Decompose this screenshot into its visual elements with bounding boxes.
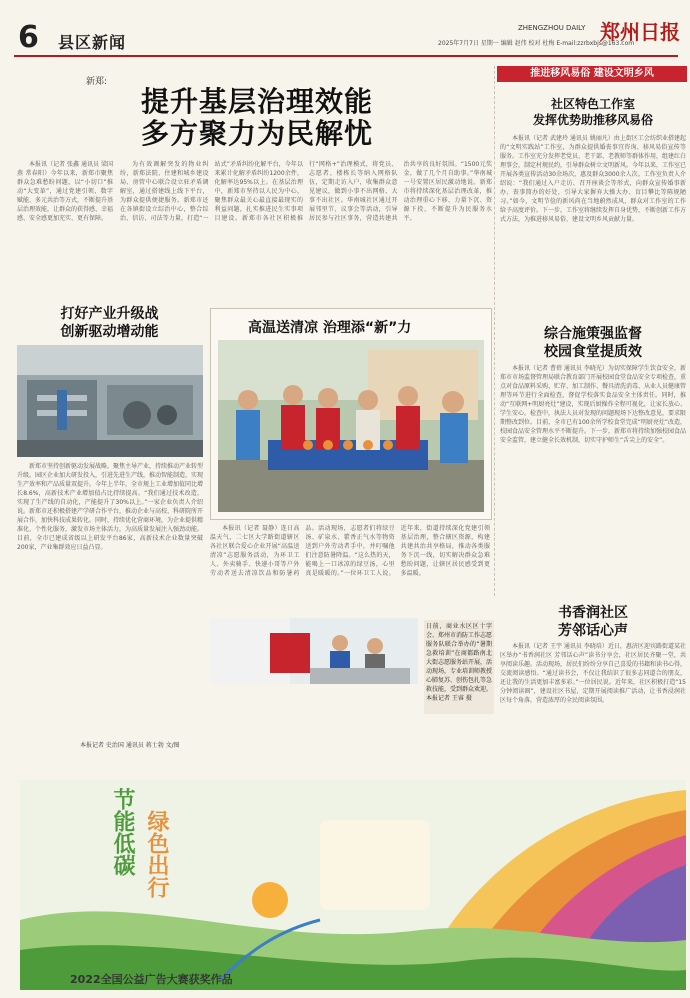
- right-top-body-text: 本报讯（记者 武建玲 通讯员 姚丽凡）由上街区工会纺织业搭建起的“文明实践站”工作室，为群众提供婚丧事宜咨询、移风易俗宣传等服务。工作室充分发挥老党员、老干部、老教师等群体作用，组建红白理事会，制定村规民约，引导群众树立文明新风。今年以来，工作室已开展各类宣传活动30余场次，惠及群众3000余人次。工作室负责人介绍说：“我们通过入户走访、召开座谈会等形式，向群众宣传婚事新办、丧事简办的好处，引导大家摒弃大操大办、盲目攀比等陈规陋习。”如今，文明节俭的新风尚在当地蔚然成风，群众对工作室的工作给予高度评价。下一步，工作室将继续发挥自身优势，不断创新工作方式方法，为推进移风易俗、建设文明乡风贡献力量。: [500, 135, 686, 223]
- training-photo: [210, 618, 418, 684]
- industry-body-text: 新郑市坚持创新驱动发展战略，聚焦主导产业，持续推动产业转型升级。园区企业加大研发投入，引进先进生产线，推动智能制造，实现生产效率和产品质量双提升。今年上半年，全市规上工业增加值同比增长8.6%，高新技术产业增加值占比持续提高。“我们通过技术改造，实现了生产线的自动化，产能提升了30%以上。”一家企业负责人介绍说。新郑市还积极搭建产学研合作平台，推动企业与高校、科研院所开展合作，加快科技成果转化。同时，持续优化营商环境，为企业提供精准化、个性化服务，激发市场主体活力，为高质量发展注入强劲动能。目前，全市已建成省级以上研发平台86家，高新技术企业数量突破200家，产业集群效应日益凸显。: [17, 463, 203, 551]
- school-title-line2: 校园食堂提质效: [544, 344, 642, 360]
- school-body: [500, 364, 686, 596]
- brand-logo: 郑州日报: [600, 20, 680, 44]
- hot-body-text: 本报讯（记者 聂静）连日高温天气，二七区大学路街道辖区各社区联合爱心企业开展“高温送清凉”志愿服务活动，为环卫工人、外卖骑手、快递小哥等户外劳动者送去清凉饮品和防暑药品。活动现场，志愿者们将绿豆汤、矿泉水、藿香正气水等物资送到户外劳动者手中，并叮嘱他们注意防暑降温。“这么热的天，能喝上一口冰凉的绿豆汤，心里真是暖暖的。”一位环卫工人说。近年来，街道持续深化党建引领基层治理，整合辖区资源，构建共建共治共享格局，推动各类服务下沉一线，切实解决群众急难愁盼问题，让辖区居民感受到更多温暖。: [210, 525, 490, 577]
- industry-title-line2: 创新驱动增动能: [60, 324, 159, 340]
- brand-en: ZHENGZHOU DAILY: [518, 24, 586, 32]
- lead-headline-line1: 提升基层治理效能: [140, 85, 373, 118]
- training-caption-text: 日前，商业水区区十字会、郑州市消防工作志愿服务队联合举办的“暑期急救培训”在商都路南北大街志愿服务站开展，活动现场，专业培训师教授心肺复苏、创伤包扎等急救技能，受到群众欢迎。本报记者 王睿 摄: [426, 623, 493, 702]
- lead-body-text: 为有效调解突发的物业纠纷，新郑法院、住建和城乡建设局、房管中心联合设立驻矛盾调解室，通过搭建线上线下平台，为群众提供便捷服务。新郑市还在各镇街设立综治中心，整合综治、信访、司法等力量，打造“一站式”矛盾纠纷化解平台，今年以来累计化解矛盾纠纷1200余件，化解率达95%以上。在基层治理中，新郑市坚持以人民为中心，聚焦群众最关心最直接最现实的利益问题，扎实推进民生实事项目建设。新郑市各社区积极推行“网格+”治理模式，将党员、志愿者、楼栋长等纳入网格队伍，定期走访入户，收集群众意见建议，做到小事不出网格、大事不出社区。华南城社区通过开展邻里节、议事会等活动，引导居民参与社区事务，营造共建共治共享的良好氛围。“1500元奖金，做了几个月自助事。”华南城一号安置区居民激动地说。新郑市将持续深化基层治理改革，推动治理重心下移、力量下沉、资源下投，不断提升为民服务水平。: [120, 161, 492, 222]
- books-title-line1: 书香润社区: [558, 605, 628, 621]
- ad-slogan-1: 节能低碳: [110, 788, 136, 876]
- school-body-text: 本报讯（记者 曹蓓 通讯员 李晓光）为切实保障学生饮食安全，新郑市市场监督管理局联合教育部门开展校园食堂食品安全专项检查，重点对食品原料采购、贮存、加工制作、餐具清洗消毒、从业人员健康管理等环节进行全面检查，督促学校落实食品安全主体责任。同时，推动“互联网+明厨亮灶”建设，实现后厨操作全程可视化，让家长放心、学生安心。检查中，执法人员对发现的问题现场下达整改意见，要求限期整改到位。目前，全市已有100余所学校食堂完成“明厨亮灶”改造，校园食品安全管理水平不断提升。下一步，新郑市将持续加强校园食品安全监管，建立健全长效机制，切实守护师生“舌尖上的安全”。: [500, 365, 686, 444]
- volunteer-photo: [218, 340, 484, 512]
- lead-headline-line2: 多方聚力为民解忧: [140, 117, 373, 150]
- books-body-text: 本报讯（记者 王宇 通讯员 李晓培）近日，惠济区迎宾路街道某社区举办“书香润社区 芳邻话心声”读书分享会，社区居民齐聚一堂，共享阅读乐趣。活动现场，居民们纷纷分享自己喜爱的书籍和读书心得，交流阅读感悟。“通过读书会，不仅让我结识了很多志同道合的朋友，还让我的生活更加丰富多彩。”一位居民说。近年来，社区积极打造“15分钟阅读圈”，建设社区书屋，定期开展阅读推广活动，让书香浸润社区每个角落，营造浓厚的全民阅读氛围。: [500, 643, 686, 704]
- lead-intro-text: 本报讯（记者 张鑫 通讯员 梁国燕 常春阳）今年以来，新郑市聚焦群众急难愁盼问题，以“小切口”推动“大变革”，通过党建引领、数字赋能、多元共治等方式，不断提升基层治理效能，让群众的获得感、幸福感、安全感更加充实、更有保障。: [17, 161, 113, 222]
- factory-photo: [17, 345, 203, 457]
- lead-intro: [17, 160, 113, 300]
- lead-headline: [122, 86, 392, 150]
- school-title-line1: 综合施策强监督: [544, 326, 642, 342]
- books-title-line2: 芳邻话心声: [558, 623, 628, 639]
- topic-band: 推进移风易俗 建设文明乡风: [497, 66, 687, 82]
- right-top-title-line2: 发挥优势助推移风易俗: [532, 113, 653, 127]
- industry-title-line1: 打好产业升级战: [60, 306, 159, 322]
- school-title: [500, 325, 686, 361]
- hot-title: 高温送清凉 治理添“新”力: [248, 320, 412, 336]
- training-caption: [424, 620, 494, 714]
- header-rule: [14, 55, 678, 57]
- page-number: 6: [18, 20, 39, 55]
- industry-byline: 本报记者 史治国 通讯员 蒋士勃 文/图: [80, 742, 180, 749]
- public-service-ad: [20, 780, 686, 990]
- column-divider: [494, 66, 495, 596]
- ad-caption: 2022全国公益广告大赛获奖作品: [70, 973, 233, 986]
- industry-body: [17, 462, 203, 738]
- date-line: 2025年7月7日 星期一 编辑 赵伟 校对 杜梅 E-mail:zzrbxbjs@163.com: [438, 40, 635, 47]
- ad-slogan-2: 绿色出行: [144, 810, 170, 898]
- industry-title: [17, 305, 202, 341]
- section-title: 县区新闻: [58, 33, 127, 52]
- books-body: [500, 642, 686, 754]
- hot-body: [210, 524, 490, 616]
- right-top-title: [500, 96, 686, 128]
- lead-body: [120, 160, 492, 268]
- right-top-body: [500, 134, 686, 280]
- lead-dateline: 新郑:: [86, 77, 108, 87]
- books-title: [500, 604, 686, 640]
- right-top-title-line1: 社区特色工作室: [550, 97, 635, 111]
